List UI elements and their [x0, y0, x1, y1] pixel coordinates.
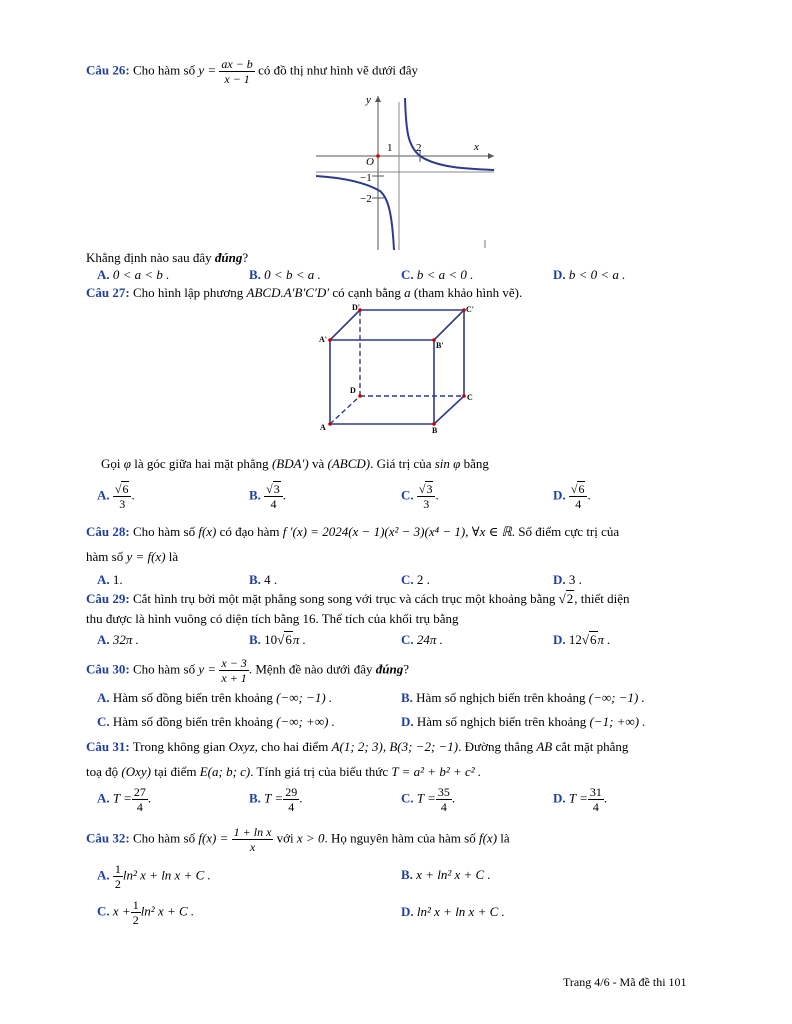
axis-y-label: y	[366, 94, 371, 106]
option-d[interactable]: D. T = $\frac{31}{4}$ .	[553, 785, 608, 814]
question-28: Câu 28: Cho hàm số f(x) có đạo hàm f ′(x) = 2024(x − 1)(x² − 3)(x⁴ − 1), ∀x ∈ ℝ. Số điểm cực trị của	[86, 524, 620, 539]
option-c[interactable]: C. b < a < 0 .	[401, 267, 474, 282]
question-31: Câu 31: Trong không gian Oxyz, cho hai điểm A(1; 2; 3), B(3; −2; −1). Đường thẳng AB cắt mặt phẳng	[86, 739, 629, 754]
question-29: Câu 29: Cắt hình trụ bởi một mặt phẳng song song với trục và cách trục một khoảng bằng √2, thiết diện	[86, 591, 630, 606]
option-c[interactable]: C. $\frac{√3}{3}$ .	[401, 482, 439, 511]
option-a[interactable]: A. 32π .	[97, 632, 139, 647]
vertex-label: A	[320, 423, 326, 432]
option-a[interactable]: A. $\frac{√6}{3}$ .	[97, 482, 135, 511]
vertex-label: C	[467, 393, 473, 402]
option-d[interactable]: D. ln² x + ln x + C .	[401, 904, 505, 919]
vertex-label: C'	[466, 305, 474, 314]
option-c[interactable]: C. T = $\frac{35}{4}$ .	[401, 785, 456, 814]
question-30: Câu 30: Cho hàm số y = $\frac{x - 3}{x + 1}$ . Mệnh đề nào dưới đây đúng?	[86, 656, 409, 685]
page-footer: Trang 4/6 - Mã đề thi 101	[563, 975, 687, 989]
question-stem: Khẳng định nào sau đây đúng?	[86, 250, 249, 265]
option-a[interactable]: A. $\frac{1}{2}$ ln² x + ln x + C .	[97, 862, 211, 891]
axis-x-label: x	[474, 141, 479, 153]
option-a[interactable]: A. T = $\frac{27}{4}$ .	[97, 785, 152, 814]
option-b[interactable]: B. x + ln² x + C .	[401, 867, 491, 882]
option-a[interactable]: A. 0 < a < b .	[97, 267, 170, 282]
question-32: Câu 32: Cho hàm số f(x) = $\frac{\text{1 + ln x}}{x}$ với x > 0. Họ nguyên hàm của hàm số f(x) là	[86, 825, 510, 854]
question-text: toạ độ (Oxy) tại điểm E(a; b; c). Tính giá trị của biểu thức T = a² + b² + c² .	[86, 764, 482, 779]
tick-label: 1	[387, 142, 393, 154]
option-b[interactable]: B. Hàm số nghịch biến trên khoảng (−∞; −1) .	[401, 690, 645, 705]
option-d[interactable]: D. b < 0 < a .	[553, 267, 626, 282]
question-stem: Gọi φ là góc giữa hai mặt phẳng (BDA′) và (ABCD). Giá trị của sin φ bằng	[101, 456, 489, 471]
option-d[interactable]: D. 3 .	[553, 572, 582, 587]
origin-label: O	[366, 156, 374, 168]
question-text: Cho hàm số	[132, 62, 196, 78]
cube-figure	[316, 302, 484, 434]
fraction: $\frac{ax - b}{x - 1}$	[221, 57, 253, 86]
vertex-label: A'	[319, 335, 327, 344]
question-text: hàm số y = f(x) là	[86, 549, 179, 564]
tick-label: 2	[416, 142, 422, 154]
option-c[interactable]: C. Hàm số đồng biến trên khoảng (−∞; +∞) .	[97, 714, 335, 729]
option-b[interactable]: B. 4 .	[249, 572, 278, 587]
vertex-label: B'	[436, 341, 444, 350]
option-b[interactable]: B. 0 < b < a .	[249, 267, 321, 282]
question-27: Câu 27: Cho hình lập phương ABCD.A′B′C′D′ có cạnh bằng a (tham khảo hình vẽ).	[86, 285, 523, 300]
option-b[interactable]: B. T = $\frac{29}{4}$ .	[249, 785, 303, 814]
vertex-label: B	[432, 426, 438, 434]
question-text: thu được là hình vuông có diện tích bằng 16. Thể tích của khối trụ bằng	[86, 611, 459, 626]
tick-label: −1	[360, 172, 372, 184]
option-d[interactable]: D. Hàm số nghịch biến trên khoảng (−1; +∞) .	[401, 714, 646, 729]
vertex-label: D'	[352, 303, 360, 312]
option-d[interactable]: D. $\frac{√6}{4}$ .	[553, 482, 591, 511]
tick-label: −2	[360, 193, 372, 205]
option-c[interactable]: C. 2 .	[401, 572, 430, 587]
option-c[interactable]: C. x + $\frac{1}{2}$ ln² x + C .	[97, 898, 195, 927]
hyperbola-graph	[308, 92, 500, 252]
question-text: có đồ thị như hình vẽ dưới đây	[258, 62, 419, 78]
question-26	[86, 57, 418, 86]
option-b[interactable]: B. 10√6π .	[249, 632, 306, 647]
question-label: Câu 26:	[86, 62, 130, 78]
option-a[interactable]: A. Hàm số đồng biến trên khoảng (−∞; −1) .	[97, 690, 333, 705]
option-c[interactable]: C. 24π .	[401, 632, 443, 647]
option-a[interactable]: A. 1.	[97, 572, 123, 587]
formula: y =	[198, 62, 217, 78]
option-d[interactable]: D. 12√6π .	[553, 632, 611, 647]
vertex-label: D	[350, 386, 356, 395]
option-b[interactable]: B. $\frac{√3}{4}$ .	[249, 482, 287, 511]
